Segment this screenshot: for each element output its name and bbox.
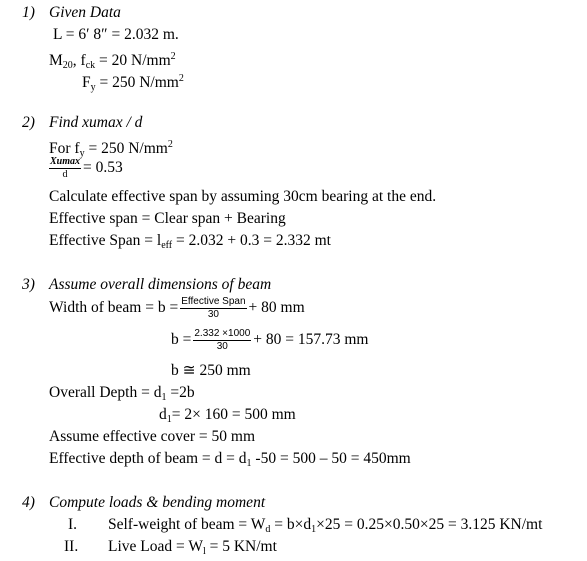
- load-item-2-number: II.: [64, 538, 79, 555]
- section-3-title: Assume overall dimensions of beam: [49, 276, 272, 293]
- beam-width-value: b = $\frac{2.332 \times 1000}{30}$ + 80 = 157.73 mm: [171, 328, 369, 352]
- section-4-number: 4): [22, 494, 35, 511]
- live-load: Live Load = $W_l = 5$ KN/mt: [108, 538, 277, 557]
- load-item-1-number: I.: [68, 516, 78, 533]
- given-steel-grade: $F_y = 250$ $N/mm^2$: [82, 73, 184, 93]
- section-1-title: Given Data: [49, 4, 121, 21]
- xumax-fraction: $\frac{Xumax}{d}$: [50, 156, 81, 180]
- section-4-title: Compute loads & bending moment: [49, 494, 266, 511]
- section-2-number: 2): [22, 114, 35, 131]
- section-1-number: 1): [22, 4, 35, 21]
- self-weight-load: Self-weight of beam = $W_d = b\times d_1\times 25 = 0.25\times 0.50\times 25 = 3.125$ KN/mt: [108, 516, 543, 535]
- width-fraction: $\frac{2.332 \times 1000}{30}$: [194, 328, 251, 352]
- effective-span-fraction: $\frac{\text{Effective Span}}{30}$: [181, 296, 246, 320]
- effective-depth: Effective depth of beam = $d = d_1$ -50 = 500 – 50 = 450mm: [49, 450, 411, 469]
- overall-depth-formula: Overall Depth = $d_1 =2b$: [49, 384, 195, 403]
- effective-cover: Assume effective cover = 50 mm: [49, 428, 256, 445]
- effective-span-note: Calculate effective span by assuming 30cm bearing at the end.: [49, 188, 437, 205]
- xumax-ratio: $\frac{Xumax}{d}$ = 0.53: [50, 156, 123, 180]
- effective-span-value: Effective Span = $l_{eff} = 2.032 + 0.3 = 2.332$ mt: [49, 232, 331, 251]
- beam-width-adopted: b ≅ 250 mm: [171, 362, 251, 379]
- overall-depth-value: $d_1= 2\times 160 = 500$ mm: [159, 406, 296, 425]
- section-3-number: 3): [22, 276, 35, 293]
- given-length: L = 6′ 8″ = 2.032 m.: [53, 26, 179, 43]
- section-2-title: Find xumax / d: [49, 114, 143, 131]
- fy-value: For $f_y = 250$ $N/mm^2$: [49, 139, 173, 159]
- beam-width-formula: Width of beam = b = $\frac{\text{Effective Span}}{30}$ + 80 mm: [49, 296, 305, 320]
- given-concrete-grade: $M_{20}$, $f_{ck} = 20$ $N/mm^2$: [49, 51, 176, 71]
- effective-span-formula: Effective span = Clear span + Bearing: [49, 210, 286, 227]
